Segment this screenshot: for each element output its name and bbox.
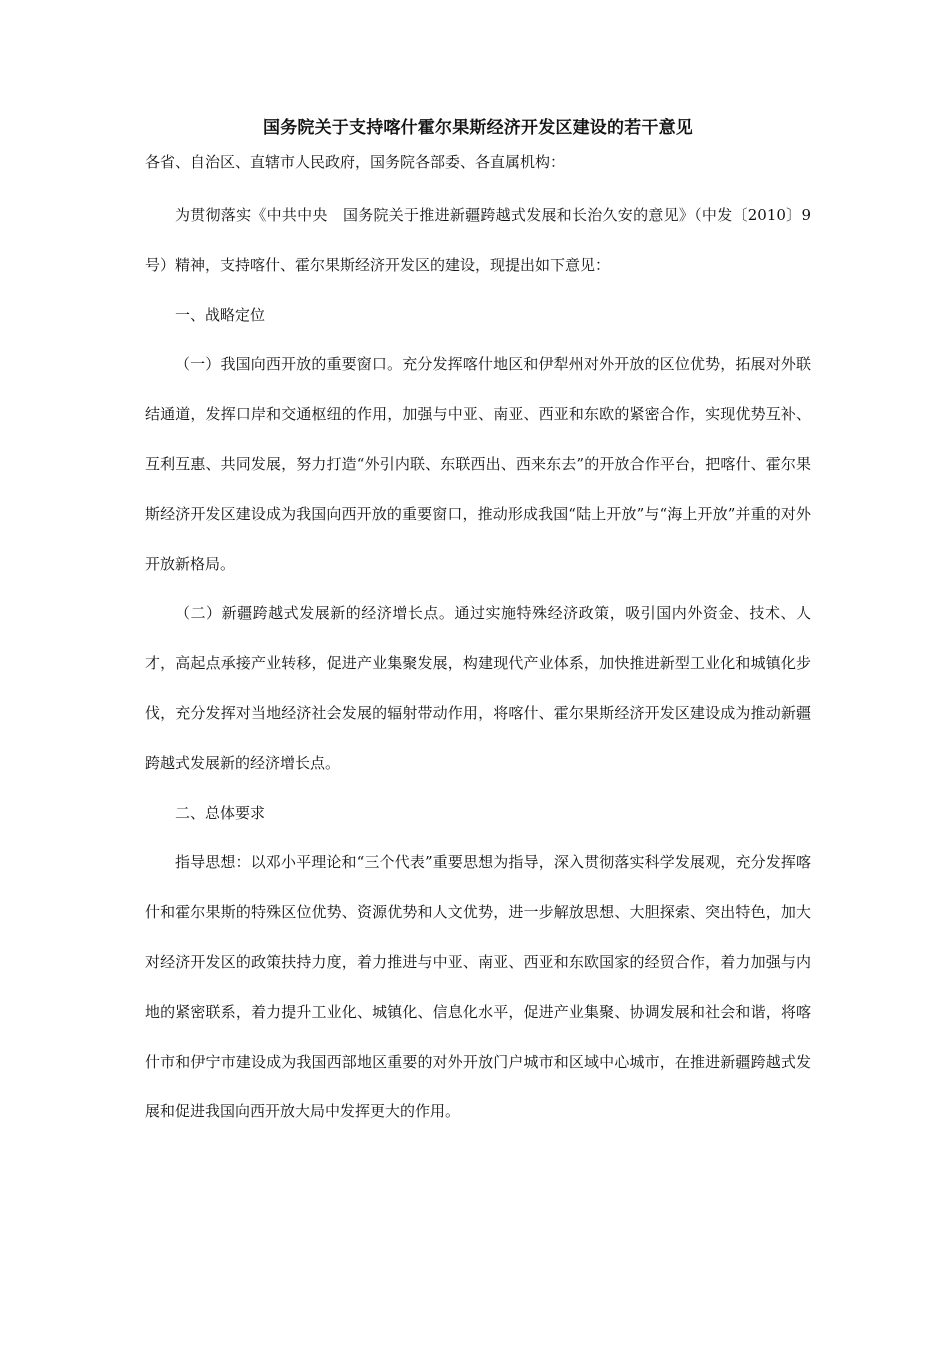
section-heading-strategic-positioning: 一、战略定位 xyxy=(175,305,266,324)
paragraph-guiding-ideology: 指导思想：以邓小平理论和“三个代表”重要思想为指导，深入贯彻落实科学发展观，充分发挥喀什和霍尔果斯的特殊区位优势、资源优势和人文优势，进一步解放思想、大胆探索、突出特色，加大对经济开发区的政策扶持力度，着力推进与中亚、南亚、西亚和东欧国家的经贸合作，着力加强与内地的紧密联系，着力提升工业化、城镇化、信息化水平，促进产业集聚、协调发展和社会和谐，将喀什市和伊宁市建设成为我国西部地区重要的对外开放门户城市和区域中心城市，在推进新疆跨越式发展和促进我国向西开放大局中发挥更大的作用。 xyxy=(145,853,811,1121)
paragraph-growth-point: （二）新疆跨越式发展新的经济增长点。通过实施特殊经济政策，吸引国内外资金、技术、人才，高起点承接产业转移，促进产业集聚发展，构建现代产业体系，加快推进新型工业化和城镇化步伐，充分发挥对当地经济社会发展的辐射带动作用，将喀什、霍尔果斯经济开发区建设成为推动新疆跨越式发展新的经济增长点。 xyxy=(145,604,811,772)
document-body xyxy=(145,113,811,1137)
intro-paragraph: 为贯彻落实《中共中央 国务院关于推进新疆跨越式发展和长治久安的意见》（中发〔2010〕9号）精神，支持喀什、霍尔果斯经济开发区的建设，现提出如下意见： xyxy=(145,206,811,274)
document-title: 国务院关于支持喀什霍尔果斯经济开发区建设的若干意见 xyxy=(263,118,693,138)
section-heading-overall-requirements: 二、总体要求 xyxy=(175,803,266,822)
salutation: 各省、自治区、直辖市人民政府，国务院各部委、各直属机构： xyxy=(145,153,566,171)
paragraph-westward-window: （一）我国向西开放的重要窗口。充分发挥喀什地区和伊犁州对外开放的区位优势，拓展对外联结通道，发挥口岸和交通枢纽的作用，加强与中亚、南亚、西亚和东欧的紧密合作，实现优势互补、互利互惠、共同发展，努力打造“外引内联、东联西出、西来东去”的开放合作平台，把喀什、霍尔果斯经济开发区建设成为我国向西开放的重要窗口，推动形成我国“陆上开放”与“海上开放”并重的对外开放新格局。 xyxy=(145,355,811,573)
